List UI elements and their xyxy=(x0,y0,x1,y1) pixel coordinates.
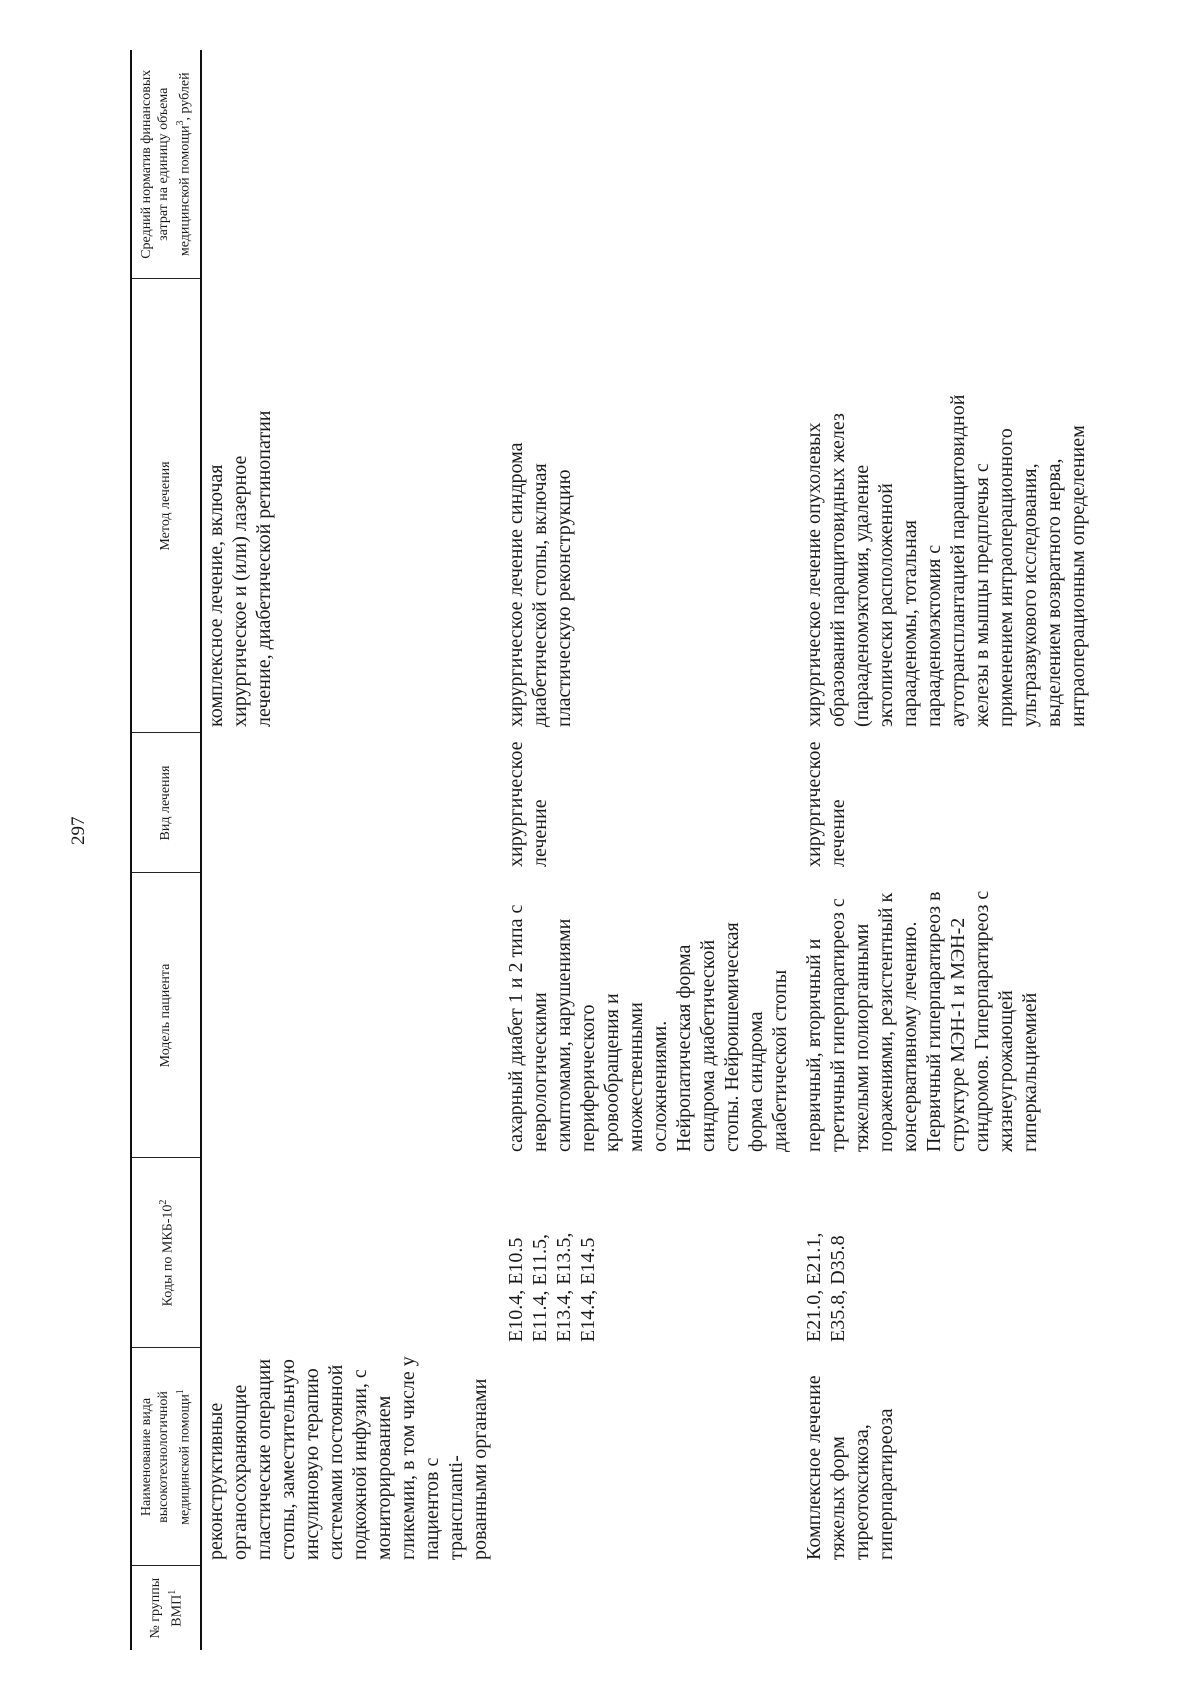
cell-treatment-method: комплексное лечение, включая хирургическое и (или) лазерное лечение, диабетической ретинопатии xyxy=(204,410,275,727)
header-treatment-type: Вид лечения xyxy=(131,733,201,873)
cell-treatment-type: хирургическое лечение xyxy=(802,741,849,867)
cell-treatment-type xyxy=(201,733,492,873)
table-header-row xyxy=(131,50,201,1650)
cell-icd-codes: E21.0, E21.1, E35.8, D35.8 xyxy=(802,1232,849,1342)
cell-cost-norm xyxy=(201,50,492,279)
header-cost-norm: Средний норматив финансовых затрат на единицу объема медицинской помощи$^3$, рублей xyxy=(131,50,201,279)
cell-patient-model xyxy=(201,873,492,1158)
cell-treatment-type: хирургическое лечение xyxy=(504,741,551,867)
cell-cost-norm xyxy=(792,50,1182,279)
cell-patient-model: первичный, вторичный и третичный гиперпаратиреоз с тяжелыми полиорганными поражениями, резистентный к консервативному лечению. Первичный гиперпаратиреоз в структуре МЭН-1 и МЭН-2 синдромов. Гиперпаратиреоз с жизнеугрожающей гиперкальциемией xyxy=(802,890,1041,1152)
rotated-page-frame xyxy=(130,50,1200,1650)
header-treatment-method: Метод лечения xyxy=(131,279,201,733)
cell-group-no xyxy=(792,1566,1182,1650)
cell-icd-codes xyxy=(201,1158,492,1348)
cell-vmp-name: Комплексное лечение тяжелых форм тиреотоксикоза, гиперпаратиреоза xyxy=(802,1375,897,1560)
cell-vmp-name xyxy=(492,1348,792,1566)
cell-group-no xyxy=(201,1566,492,1650)
cell-cost-norm xyxy=(492,50,792,279)
table-row xyxy=(492,50,792,1650)
table-row xyxy=(792,50,1182,1650)
header-vmp-name: Наименование вида высокотехнологичной медицинской помощи$^1$ xyxy=(131,1348,201,1566)
header-icd-codes: Коды по МКБ-$10^2$ xyxy=(131,1158,201,1348)
page-number: 297 xyxy=(68,816,89,845)
cell-icd-codes: E10.4, E10.5 E11.4, E11.5, E13.4, E13.5, E14.4, E14.5 xyxy=(504,1232,599,1342)
cell-treatment-method: хирургическое лечение синдрома диабетической стопы, включая пластическую реконструкцию xyxy=(504,442,575,727)
cell-patient-model: сахарный диабет 1 и 2 типа с неврологическими симптомами, нарушениями периферического кровообращения и множественными осложнениями. Нейропатическая форма синдрома диабетической стопы. Нейроишемическая форма синдрома диабетической стопы xyxy=(504,904,791,1152)
cell-vmp-name: реконструктивные органосохраняющие пластические операции стопы, заместительную инсулиновую терапию системами постоянной подкожной инфузии, с мониторированием гликемии, в том числе у пациентов с трансплanti- рованными органами xyxy=(204,1356,491,1560)
header-group-no: № группы ВМП$^1$ xyxy=(131,1566,201,1650)
vmp-table xyxy=(130,50,1182,1650)
header-patient-model: Модель пациента xyxy=(131,873,201,1158)
cell-group-no xyxy=(492,1566,792,1650)
cell-treatment-method: хирургическое лечение опухолевых образований паращитовидных желез (парааденомэктомия, удаление эктопически расположенной парааденомы, тотальная парааденомэктомия с аутотрансплантацией паращитовидной железы в мышцы предплечья с применением интраоперационного ультразвукового исследования, выделением возвратного нерва, интраоперационным определением xyxy=(802,394,1089,727)
table-row xyxy=(201,50,492,1650)
